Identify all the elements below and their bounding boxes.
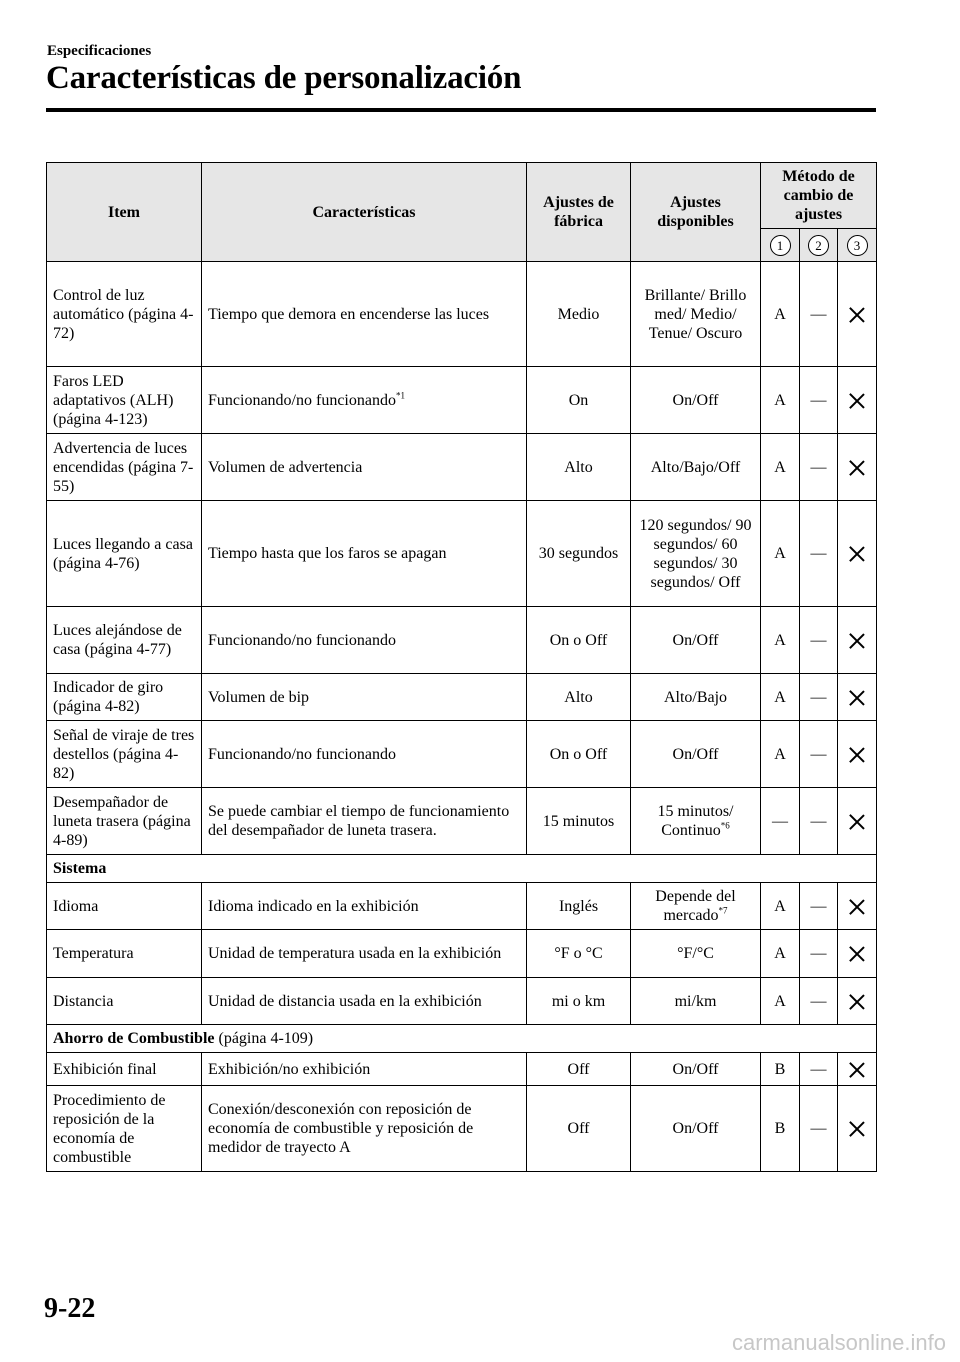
cell-item: Idioma: [47, 883, 202, 930]
cell-method-2: —: [800, 501, 838, 607]
section-label: Especificaciones: [47, 43, 152, 59]
cell-method-1: A: [761, 367, 800, 434]
cell-method-2: —: [800, 788, 838, 855]
cell-method-3: [838, 930, 877, 978]
section-heading-text: Ahorro de Combustible: [53, 1030, 215, 1047]
cell-available: On/Off: [631, 1086, 761, 1172]
cell-item: Temperatura: [47, 930, 202, 978]
cell-item: Luces alejándose de casa (página 4-77): [47, 607, 202, 674]
col-header-feature: Características: [202, 163, 527, 262]
cell-factory: Alto: [527, 434, 631, 501]
cell-method-3: [838, 434, 877, 501]
table-row: [47, 930, 877, 978]
cell-available: Brillante/ Brillo med/ Medio/ Tenue/ Oscuro: [631, 262, 761, 367]
col-header-item: Item: [47, 163, 202, 262]
cell-method-2: —: [800, 607, 838, 674]
x-mark-icon: [849, 814, 865, 830]
cell-method-3: [838, 262, 877, 367]
cell-feature: Se puede cambiar el tiempo de funcionamiento del desempañador de luneta trasera.: [202, 788, 527, 855]
cell-method-2: —: [800, 1053, 838, 1086]
customization-table: [46, 162, 877, 1172]
cell-method-3: [838, 607, 877, 674]
available-text: Depende del mercado: [655, 888, 736, 924]
table-row: [47, 262, 877, 367]
cell-method-3: [838, 1053, 877, 1086]
cell-method-3: [838, 1086, 877, 1172]
cell-method-2: —: [800, 434, 838, 501]
x-mark-icon: [849, 546, 865, 562]
cell-item: Exhibición final: [47, 1053, 202, 1086]
cell-method-1: B: [761, 1086, 800, 1172]
cell-factory: 15 minutos: [527, 788, 631, 855]
x-mark-icon: [849, 1121, 865, 1137]
x-mark-icon: [849, 994, 865, 1010]
cell-method-2: —: [800, 978, 838, 1025]
cell-method-1: A: [761, 262, 800, 367]
x-mark-icon: [849, 1062, 865, 1078]
table-row: [47, 607, 877, 674]
cell-method-3: [838, 883, 877, 930]
page-number: 9-22: [44, 1293, 96, 1324]
cell-item: Luces llegando a casa (página 4-76): [47, 501, 202, 607]
cell-method-1: A: [761, 501, 800, 607]
cell-method-1: A: [761, 883, 800, 930]
cell-factory: °F o °C: [527, 930, 631, 978]
section-heading: [47, 1025, 877, 1053]
cell-item: Procedimiento de reposición de la economía de combustible: [47, 1086, 202, 1172]
cell-method-2: —: [800, 883, 838, 930]
cell-factory: Off: [527, 1053, 631, 1086]
section-row-ahorro: [47, 1025, 877, 1053]
page-title: Características de personalización: [46, 60, 522, 96]
cell-item: Desempañador de luneta trasera (página 4-89): [47, 788, 202, 855]
cell-method-2: —: [800, 721, 838, 788]
cell-item: Faros LED adaptativos (ALH) (página 4-123): [47, 367, 202, 434]
col-header-available: Ajustes disponibles: [631, 163, 761, 262]
table-row: [47, 721, 877, 788]
cell-method-2: —: [800, 674, 838, 721]
cell-item: Distancia: [47, 978, 202, 1025]
method-col-1: [761, 229, 800, 262]
cell-feature: [202, 367, 527, 434]
x-mark-icon: [849, 307, 865, 323]
cell-method-3: [838, 788, 877, 855]
cell-item: Indicador de giro (página 4-82): [47, 674, 202, 721]
cell-factory: mi o km: [527, 978, 631, 1025]
cell-method-2: —: [800, 930, 838, 978]
cell-method-3: [838, 721, 877, 788]
cell-method-1: —: [761, 788, 800, 855]
cell-available: On/Off: [631, 1053, 761, 1086]
cell-feature: Tiempo hasta que los faros se apagan: [202, 501, 527, 607]
table-row: [47, 788, 877, 855]
cell-factory: On: [527, 367, 631, 434]
x-mark-icon: [849, 747, 865, 763]
cell-feature: Volumen de advertencia: [202, 434, 527, 501]
section-heading: Sistema: [47, 855, 877, 883]
footnote-ref: *6: [720, 820, 730, 831]
col-header-method: Método de cambio de ajustes: [761, 163, 877, 229]
cell-available: [631, 883, 761, 930]
cell-available: Alto/Bajo/Off: [631, 434, 761, 501]
x-mark-icon: [849, 460, 865, 476]
cell-feature: Unidad de distancia usada en la exhibición: [202, 978, 527, 1025]
x-mark-icon: [849, 946, 865, 962]
cell-method-3: [838, 367, 877, 434]
section-row-sistema: [47, 855, 877, 883]
cell-factory: Off: [527, 1086, 631, 1172]
cell-method-2: —: [800, 1086, 838, 1172]
cell-available: On/Off: [631, 367, 761, 434]
cell-feature: Unidad de temperatura usada en la exhibición: [202, 930, 527, 978]
cell-feature: Conexión/desconexión con reposición de economía de combustible y reposición de medidor de trayecto A: [202, 1086, 527, 1172]
table-row: [47, 501, 877, 607]
cell-item: Señal de viraje de tres destellos (página 4-82): [47, 721, 202, 788]
footnote-ref: *7: [718, 905, 728, 916]
cell-available: mi/km: [631, 978, 761, 1025]
x-mark-icon: [849, 690, 865, 706]
table-row: [47, 978, 877, 1025]
cell-method-1: A: [761, 607, 800, 674]
cell-available: On/Off: [631, 721, 761, 788]
cell-method-1: A: [761, 930, 800, 978]
cell-factory: On o Off: [527, 607, 631, 674]
cell-factory: Inglés: [527, 883, 631, 930]
cell-available: Alto/Bajo: [631, 674, 761, 721]
cell-method-3: [838, 978, 877, 1025]
cell-method-2: —: [800, 262, 838, 367]
table-row: [47, 1086, 877, 1172]
table-row: [47, 367, 877, 434]
footnote-ref: *1: [395, 390, 405, 401]
x-mark-icon: [849, 633, 865, 649]
cell-available: [631, 788, 761, 855]
cell-feature: Funcionando/no funcionando: [202, 721, 527, 788]
cell-feature: Volumen de bip: [202, 674, 527, 721]
col-header-factory: Ajustes de fábrica: [527, 163, 631, 262]
cell-available: On/Off: [631, 607, 761, 674]
section-page-ref: (página 4-109): [218, 1030, 314, 1047]
cell-method-1: A: [761, 674, 800, 721]
method-col-3: [838, 229, 877, 262]
circled-number-3: 3: [847, 235, 868, 256]
method-col-2: [800, 229, 838, 262]
x-mark-icon: [849, 393, 865, 409]
cell-factory: On o Off: [527, 721, 631, 788]
cell-feature: Tiempo que demora en encenderse las luces: [202, 262, 527, 367]
cell-feature: Funcionando/no funcionando: [202, 607, 527, 674]
cell-method-3: [838, 674, 877, 721]
cell-method-2: —: [800, 367, 838, 434]
table-row: [47, 434, 877, 501]
cell-method-1: A: [761, 434, 800, 501]
table-row: [47, 674, 877, 721]
cell-method-3: [838, 501, 877, 607]
circled-number-1: 1: [770, 235, 791, 256]
cell-item: Control de luz automático (página 4-72): [47, 262, 202, 367]
cell-feature: Idioma indicado en la exhibición: [202, 883, 527, 930]
cell-method-1: A: [761, 978, 800, 1025]
title-rule: [46, 108, 876, 112]
feature-text: Funcionando/no funcionando: [208, 391, 396, 409]
cell-feature: Exhibición/no exhibición: [202, 1053, 527, 1086]
cell-item: Advertencia de luces encendidas (página 7-55): [47, 434, 202, 501]
cell-method-1: A: [761, 721, 800, 788]
circled-number-2: 2: [808, 235, 829, 256]
cell-factory: 30 segundos: [527, 501, 631, 607]
available-text: 15 minutos/ Continuo: [657, 803, 734, 839]
cell-factory: Alto: [527, 674, 631, 721]
cell-method-1: B: [761, 1053, 800, 1086]
cell-available: 120 segundos/ 90 segundos/ 60 segundos/ 30 segundos/ Off: [631, 501, 761, 607]
table-row: [47, 883, 877, 930]
cell-factory: Medio: [527, 262, 631, 367]
cell-available: °F/°C: [631, 930, 761, 978]
watermark: carmanualsonline.info: [731, 1330, 946, 1355]
table-row: [47, 1053, 877, 1086]
x-mark-icon: [849, 899, 865, 915]
